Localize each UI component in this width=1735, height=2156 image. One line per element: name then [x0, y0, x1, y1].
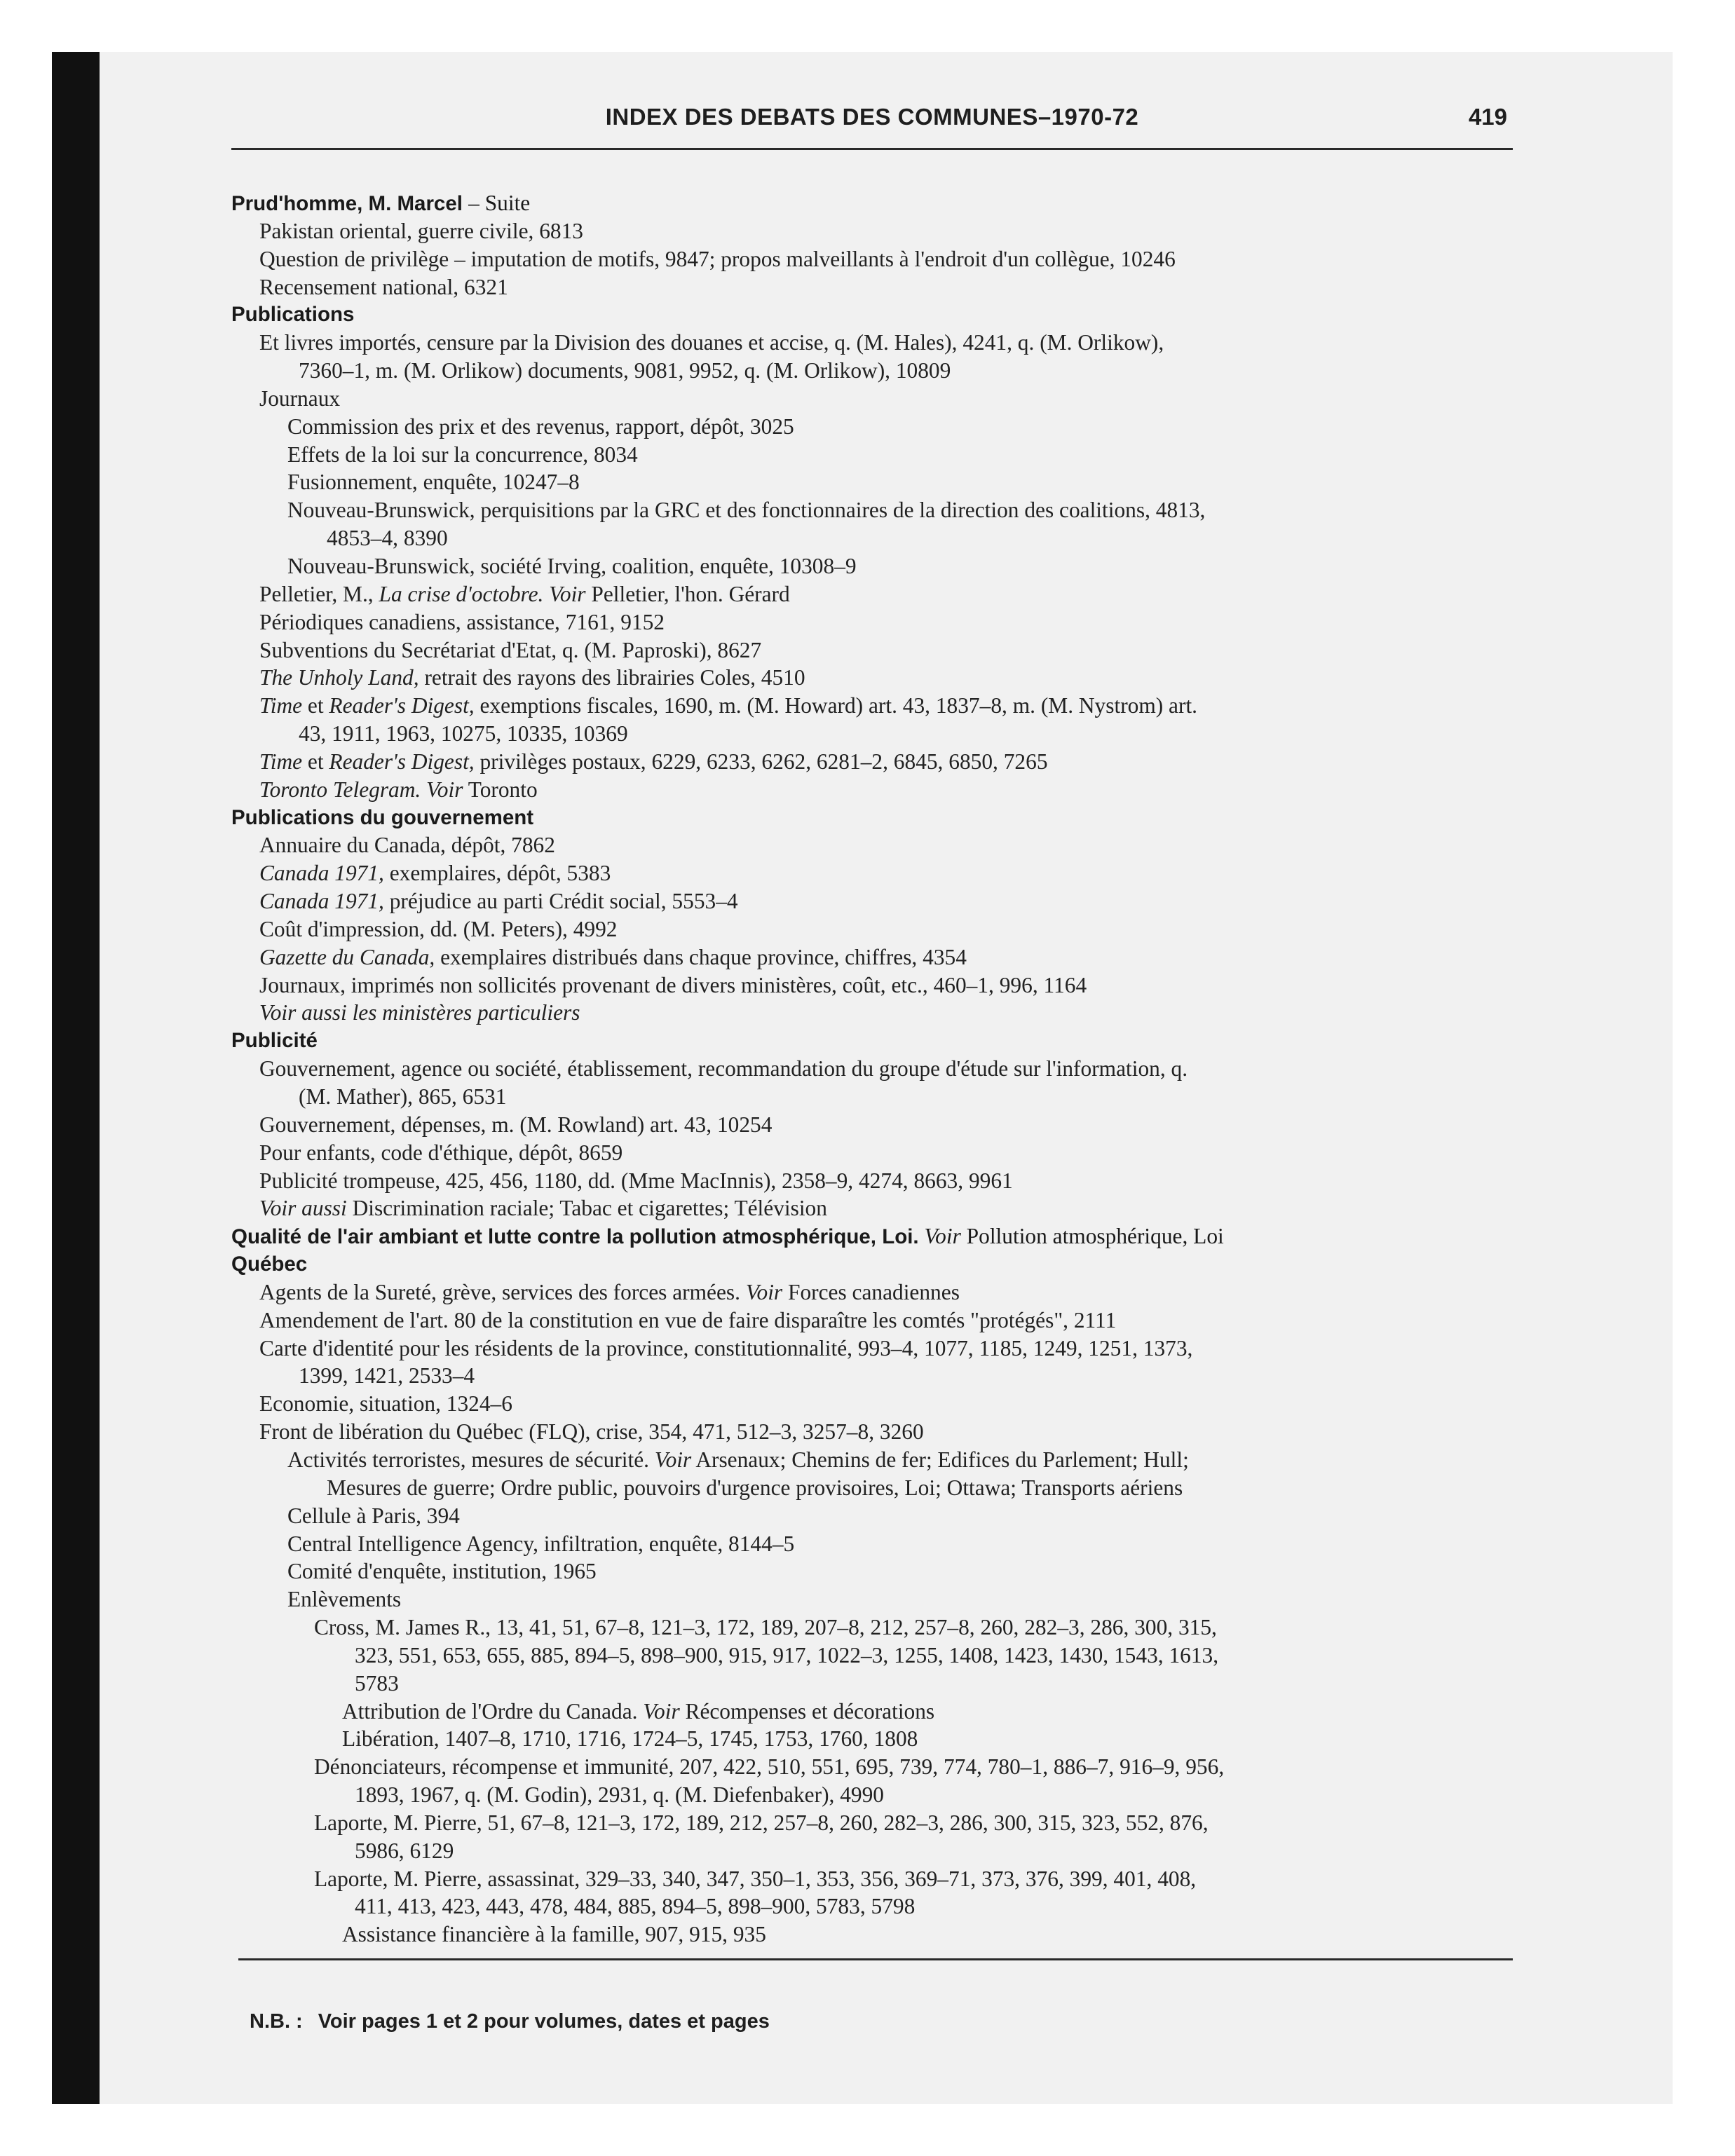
index-line: Cross, M. James R., 13, 41, 51, 67–8, 121–3, 172, 189, 207–8, 212, 257–8, 260, 282–3, 286, 300, 315,: [314, 1615, 1217, 1640]
entry-heading-publications: Publications: [231, 303, 355, 327]
index-line: Nouveau-Brunswick, société Irving, coalition, enquête, 10308–9: [287, 553, 857, 578]
index-line: Pour enfants, code d'éthique, dépôt, 8659: [259, 1140, 623, 1165]
index-line: Agents de la Sureté, grève, services des forces armées. Voir Forces canadiennes: [259, 1279, 960, 1304]
index-line: Question de privilège – imputation de motifs, 9847; propos malveillants à l'endroit d'un collègue, 10246: [259, 246, 1176, 271]
entry-heading-quebec: Québec: [231, 1253, 308, 1276]
footer-rule: [238, 1958, 1513, 1960]
entry-heading-qualite: Qualité de l'air ambiant et lutte contre la pollution atmosphérique, Loi. Voir Pollution atmosphérique, Loi: [231, 1224, 1224, 1249]
page-number: 419: [1468, 104, 1507, 130]
index-line: Canada 1971, préjudice au parti Crédit social, 5553–4: [259, 889, 738, 914]
index-line: Comité d'enquête, institution, 1965: [287, 1559, 597, 1584]
index-line: Effets de la loi sur la concurrence, 8034: [287, 442, 638, 467]
index-line: Subventions du Secrétariat d'Etat, q. (M. Paproski), 8627: [259, 637, 762, 662]
index-line: Pakistan oriental, guerre civile, 6813: [259, 218, 584, 243]
index-line-continued: 323, 551, 653, 655, 885, 894–5, 898–900, 915, 917, 1022–3, 1255, 1408, 1423, 1430, 1543, 1613,: [355, 1642, 1219, 1667]
index-line: Front de libération du Québec (FLQ), crise, 354, 471, 512–3, 3257–8, 3260: [259, 1419, 924, 1445]
index-line: The Unholy Land, retrait des rayons des librairies Coles, 4510: [259, 665, 805, 690]
index-line: Gouvernement, agence ou société, établissement, recommandation du groupe d'étude sur l'information, q.: [259, 1056, 1188, 1082]
index-line-continued: 1399, 1421, 2533–4: [299, 1363, 475, 1389]
index-line: Laporte, M. Pierre, assassinat, 329–33, 340, 347, 350–1, 353, 356, 369–71, 373, 376, 399, 401, 408,: [314, 1866, 1197, 1891]
footnote-text: Voir pages 1 et 2 pour volumes, dates et pages: [318, 2010, 770, 2033]
footnote-label: N.B. :: [250, 2010, 303, 2033]
cross-reference: Voir aussi Discrimination raciale; Tabac et cigarettes; Télévision: [259, 1196, 827, 1221]
entry-heading-publicite: Publicité: [231, 1029, 318, 1053]
header-rule: [231, 148, 1513, 150]
footnote: [250, 2010, 770, 2033]
index-line: Amendement de l'art. 80 de la constitution en vue de faire disparaître les comtés "protégés", 2111: [259, 1307, 1117, 1332]
index-line: Commission des prix et des revenus, rapport, dépôt, 3025: [287, 414, 794, 439]
entry-heading-publications-gouvernement: Publications du gouvernement: [231, 805, 534, 829]
index-line: Nouveau-Brunswick, perquisitions par la GRC et des fonctionnaires de la direction des coalitions, 4813,: [287, 498, 1206, 523]
index-line: Carte d'identité pour les résidents de la province, constitutionnalité, 993–4, 1077, 1185, 1249, 1251, 1373,: [259, 1335, 1193, 1360]
index-line-continued: 5986, 6129: [355, 1838, 454, 1863]
running-title: INDEX DES DEBATS DES COMMUNES–1970-72: [605, 104, 1139, 130]
index-line: Recensement national, 6321: [259, 274, 508, 299]
index-line-continued: (M. Mather), 865, 6531: [299, 1084, 507, 1109]
page-spine-shadow: [52, 52, 100, 2104]
index-line: Fusionnement, enquête, 10247–8: [287, 470, 580, 495]
index-line-continued: 7360–1, m. (M. Orlikow) documents, 9081, 9952, q. (M. Orlikow), 10809: [299, 358, 951, 383]
cross-reference: Voir aussi les ministères particuliers: [259, 1000, 580, 1025]
index-line: Annuaire du Canada, dépôt, 7862: [259, 833, 555, 858]
index-line-continued: 4853–4, 8390: [327, 526, 448, 551]
index-line: Enlèvements: [287, 1587, 402, 1612]
index-line: Gazette du Canada, exemplaires distribués dans chaque province, chiffres, 4354: [259, 944, 967, 969]
index-line-continued: 5783: [355, 1670, 399, 1696]
index-line: Assistance financière à la famille, 907, 915, 935: [342, 1922, 766, 1947]
index-line: Time et Reader's Digest, privilèges postaux, 6229, 6233, 6262, 6281–2, 6845, 6850, 7265: [259, 749, 1048, 774]
index-line-continued: Mesures de guerre; Ordre public, pouvoirs d'urgence provisoires, Loi; Ottawa; Transports aériens: [327, 1475, 1183, 1500]
index-line: Publicité trompeuse, 425, 456, 1180, dd. (Mme MacInnis), 2358–9, 4274, 8663, 9961: [259, 1168, 1013, 1193]
index-line: Périodiques canadiens, assistance, 7161, 9152: [259, 609, 665, 634]
index-line: Attribution de l'Ordre du Canada. Voir Récompenses et décorations: [342, 1698, 935, 1724]
index-line-continued: 411, 413, 423, 443, 478, 484, 885, 894–5, 898–900, 5783, 5798: [355, 1894, 916, 1919]
entry-heading-prudhomme: Prud'homme, M. Marcel – Suite: [231, 191, 531, 215]
index-line: Journaux: [259, 386, 341, 411]
index-line: Et livres importés, censure par la Division des douanes et accise, q. (M. Hales), 4241, q. (M. Orlikow),: [259, 330, 1164, 355]
index-line: Laporte, M. Pierre, 51, 67–8, 121–3, 172, 189, 212, 257–8, 260, 282–3, 286, 300, 315, 323, 552, 876,: [314, 1810, 1209, 1835]
index-line: Cellule à Paris, 394: [287, 1503, 460, 1528]
index-line-continued: 43, 1911, 1963, 10275, 10335, 10369: [299, 721, 628, 746]
index-line: Journaux, imprimés non sollicités provenant de divers ministères, coût, etc., 460–1, 996, 1164: [259, 972, 1087, 997]
index-content: [231, 189, 1514, 1949]
index-line: Coût d'impression, dd. (M. Peters), 4992: [259, 916, 618, 941]
index-line: Central Intelligence Agency, infiltration, enquête, 8144–5: [287, 1531, 795, 1556]
index-line: Activités terroristes, mesures de sécurité. Voir Arsenaux; Chemins de fer; Edifices du Parlement; Hull;: [287, 1447, 1189, 1472]
index-line: Economie, situation, 1324–6: [259, 1391, 512, 1417]
index-line-continued: 1893, 1967, q. (M. Godin), 2931, q. (M. Diefenbaker), 4990: [355, 1782, 884, 1808]
index-line: Gouvernement, dépenses, m. (M. Rowland) art. 43, 10254: [259, 1112, 773, 1137]
index-line: Time et Reader's Digest, exemptions fiscales, 1690, m. (M. Howard) art. 43, 1837–8, m. (M. Nystrom) art.: [259, 693, 1198, 718]
index-line: Libération, 1407–8, 1710, 1716, 1724–5, 1745, 1753, 1760, 1808: [342, 1726, 918, 1752]
page-header: [231, 95, 1513, 144]
index-line: Dénonciateurs, récompense et immunité, 207, 422, 510, 551, 695, 739, 774, 780–1, 886–7, 916–9, 956,: [314, 1754, 1225, 1780]
index-line: Pelletier, M., La crise d'octobre. Voir Pelletier, l'hon. Gérard: [259, 581, 790, 606]
index-line: Canada 1971, exemplaires, dépôt, 5383: [259, 861, 611, 886]
index-line: Toronto Telegram. Voir Toronto: [259, 777, 538, 802]
